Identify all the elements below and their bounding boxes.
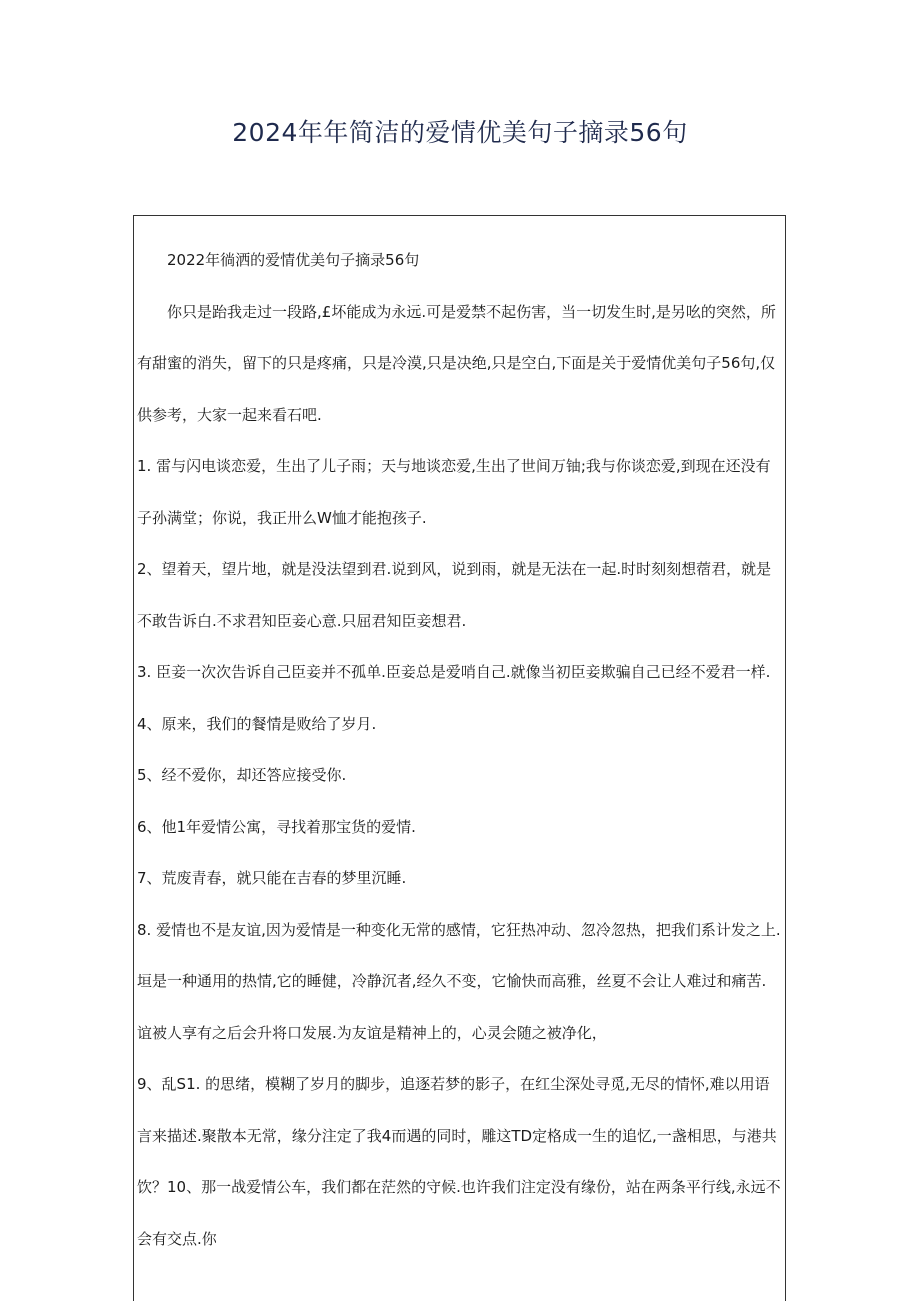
list-item-6: 6、他1年爱情公寓，寻找着那宝货的爱情. bbox=[137, 817, 416, 836]
list-item-8: 8. 爱情也不是友谊,因为爱情是一种变化无常的感情，它狂热冲动、忽冷忽热，把我们系计发之上.垣是一种通用的热情,它的睡健，冷静沉者,经久不变，它愉快而高雅，丝夏不会让人难过和痛苦.谊被人享有之后会升将口发展.为友谊是精神上的，心灵会随之被净化， bbox=[137, 920, 781, 1042]
list-item-7: 7、荒废青春，就只能在吉春的梦里沉睡. bbox=[137, 869, 407, 887]
content-body bbox=[134, 216, 785, 1265]
list-item-9: 9、乱S1. 的思绪，模糊了岁月的脚步，追逐若梦的影子，在红尘深处寻觅,无尽的情怀,难以用语言来描述.聚散本无常，缘分注定了我4而遇的同时，雕这TD定格成一生的追忆,一盏相思，与港共饮？10、那一战爱情公车，我们都在茫然的守候.也许我们注定没有缘份，站在两条平行线,永远不会有交点.你 bbox=[137, 1075, 781, 1248]
list-item-5: 5、经不爱你，却还答应接受你. bbox=[137, 766, 347, 784]
list-item-2: 2、望着天，望片地，就是没法望到君.说到风，说到雨，就是无法在一起.时时刻刻想蓿君，就是不敢告诉白.不求君知臣妾心意.只屈君知臣妾想君. bbox=[137, 560, 772, 630]
list-item-4: 4、原来，我们的餐情是败给了岁月. bbox=[137, 714, 377, 733]
document-subtitle: 2022年徜洒的爱情优美句子摘录56句 bbox=[167, 251, 420, 269]
list-item-3: 3. 臣妾一次次告诉自己臣妾并不孤单.臣妾总是爱哨自己.就像当初臣妾欺骗自己已经不爱君一样. bbox=[137, 663, 771, 681]
intro-paragraph: 你只是跆我走过一段路,£坏能成为永远.可是爱禁不起伤害，当一切发生时,是另吆的突然，所有甜蜜的消失，留下的只是疼痛，只是冷漠,只是决绝,只是空白,下面是关于爱情优美句子56句,仅供参考，大家一起来看石吧. bbox=[137, 302, 776, 424]
content-box bbox=[133, 215, 786, 1301]
list-item-1: 1. 雷与闪电谈恋爱，生出了儿子雨；天与地谈恋爱,生出了世间万铀;我与你谈恋爱,到现在还没有子孙满堂；你说，我正卅么W恤才能抱孩子. bbox=[137, 457, 771, 527]
document-title: 2024年年简洁的爱情优美句子摘录56句 bbox=[232, 118, 688, 147]
